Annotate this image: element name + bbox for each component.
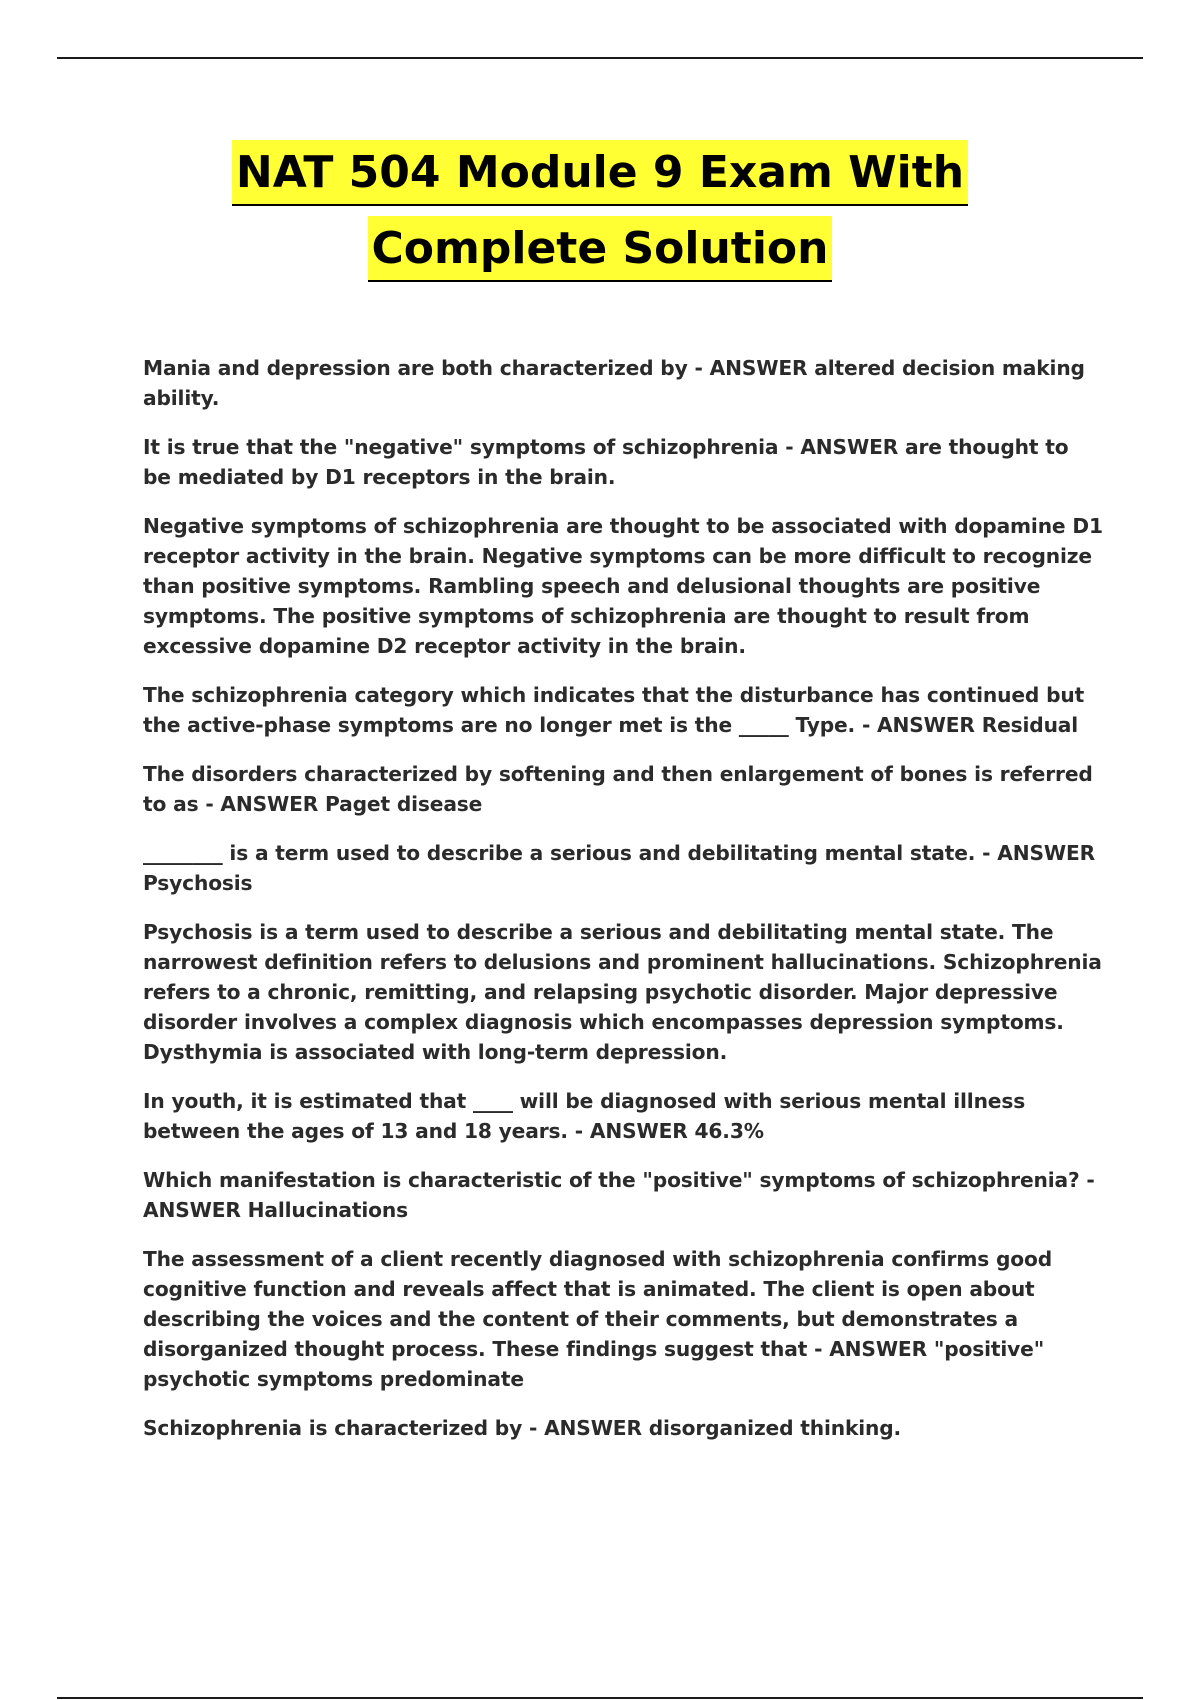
qa-paragraph-7: Which manifestation is characteristic of the "positive" symptoms of schizophrenia? - ANSWER Hallucinations xyxy=(143,1168,1095,1222)
qa-paragraph-2: It is true that the "negative" symptoms of schizophrenia - ANSWER are thought to be mediated by D1 receptors in the brain. xyxy=(143,435,1069,489)
top-horizontal-rule xyxy=(57,57,1143,59)
title-line-2: Complete Solution xyxy=(368,216,833,282)
qa-paragraph-3: The schizophrenia category which indicates that the disturbance has continued but the active-phase symptoms are no longer met is the _____ Type. - ANSWER Residual xyxy=(143,683,1085,737)
qa-paragraph-9: Schizophrenia is characterized by - ANSWER disorganized thinking. xyxy=(143,1416,902,1440)
document-title xyxy=(0,140,1200,282)
qa-paragraph-8: The assessment of a client recently diagnosed with schizophrenia confirms good cognitive function and reveals affect that is animated. The client is open about describing the voices and the content of their comments, but demonstrates a disorganized thought process. These findings suggest that - ANSWER "positive" psychotic symptoms predominate xyxy=(143,1247,1053,1391)
title-line-1: NAT 504 Module 9 Exam With xyxy=(232,140,968,206)
document-body xyxy=(143,353,1103,1462)
qa-paragraph-5: ________ is a term used to describe a serious and debilitating mental state. - ANSWER Psychosis xyxy=(143,841,1096,895)
qa-paragraph-4: The disorders characterized by softening and then enlargement of bones is referred to as - ANSWER Paget disease xyxy=(143,762,1093,816)
explanation-paragraph-1: Negative symptoms of schizophrenia are thought to be associated with dopamine D1 receptor activity in the brain. Negative symptoms can be more difficult to recognize than positive symptoms. Rambling speech and delusional thoughts are positive symptoms. The positive symptoms of schizophrenia are thought to result from excessive dopamine D2 receptor activity in the brain. xyxy=(143,514,1103,658)
qa-paragraph-1: Mania and depression are both characterized by - ANSWER altered decision making ability. xyxy=(143,356,1085,410)
qa-paragraph-6: In youth, it is estimated that ____ will be diagnosed with serious mental illness between the ages of 13 and 18 years. - ANSWER 46.3% xyxy=(143,1089,1026,1143)
explanation-paragraph-2: Psychosis is a term used to describe a serious and debilitating mental state. The narrowest definition refers to delusions and prominent hallucinations. Schizophrenia refers to a chronic, remitting, and relapsing psychotic disorder. Major depressive disorder involves a complex diagnosis which encompasses depression symptoms. Dysthymia is associated with long-term depression. xyxy=(143,920,1102,1064)
bottom-horizontal-rule xyxy=(57,1697,1143,1699)
